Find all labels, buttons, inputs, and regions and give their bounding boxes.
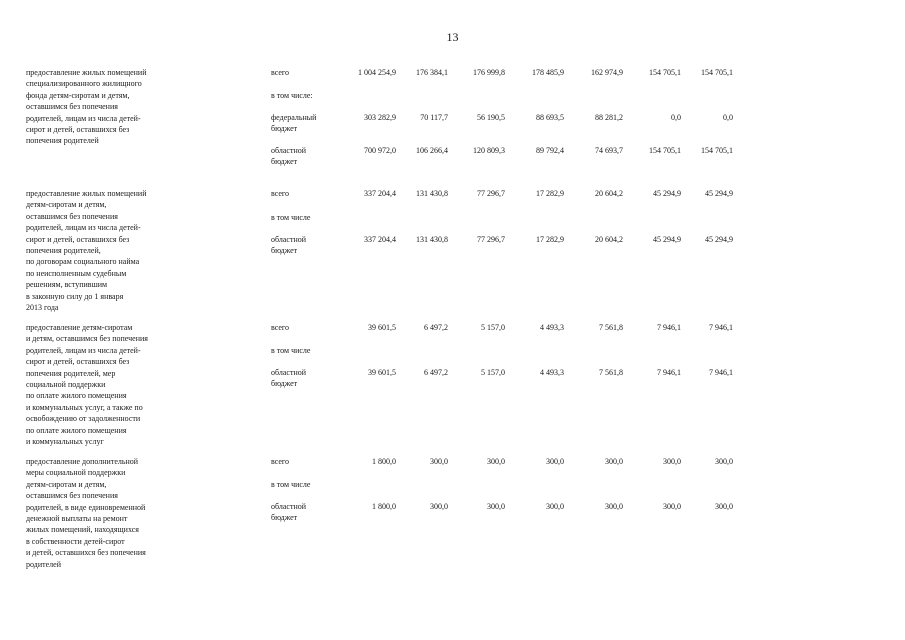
amount-cell: 131 430,8 xyxy=(416,235,448,244)
funding-source-label: областной xyxy=(271,146,307,155)
amount-cell: 176 384,1 xyxy=(416,68,448,77)
amount-cell: 7 561,8 xyxy=(599,323,623,332)
amount-cell: 20 604,2 xyxy=(595,189,623,198)
amount-cell: 39 601,5 xyxy=(368,323,396,332)
section-description-line: сирот и детей, оставшихся без xyxy=(26,357,130,367)
section-description-line: специализированного жилищного xyxy=(26,79,142,89)
amount-cell: 300,0 xyxy=(605,502,623,511)
amount-cell: 154 705,1 xyxy=(701,68,733,77)
section-description-line: попечения родителей, мер xyxy=(26,368,116,378)
section-description-line: оставшимся без попечения xyxy=(26,491,118,501)
section-description-line: освобождению от задолженности xyxy=(26,414,141,424)
section-description-line: родителей, лицам из числа детей- xyxy=(26,113,141,123)
amount-cell: 154 705,1 xyxy=(649,146,681,155)
amount-cell: 20 604,2 xyxy=(595,235,623,244)
section-description-line: предоставление жилых помещений xyxy=(26,68,147,77)
amount-cell: 154 705,1 xyxy=(649,68,681,77)
section-description-line: оставшимся без попечения xyxy=(26,211,118,221)
section-description-line: жилых помещений, находящихся xyxy=(26,525,139,535)
section-description-line: предоставление жилых помещений xyxy=(26,189,147,198)
amount-cell: 17 282,9 xyxy=(536,235,564,244)
amount-cell: 0,0 xyxy=(671,113,681,122)
amount-cell: 337 204,4 xyxy=(364,235,396,244)
section-description-line: детям-сиротам и детям, xyxy=(26,479,107,489)
amount-cell: 300,0 xyxy=(663,502,681,511)
section-description-line: решениям, вступившим xyxy=(26,280,108,290)
section-description-line: в законную силу до 1 января xyxy=(26,291,124,301)
amount-cell: 300,0 xyxy=(430,457,448,466)
amount-cell: 0,0 xyxy=(723,113,733,122)
amount-cell: 300,0 xyxy=(715,457,733,466)
amount-cell: 700 972,0 xyxy=(364,146,396,155)
amount-cell: 4 493,3 xyxy=(540,323,564,332)
amount-cell: 74 693,7 xyxy=(595,146,623,155)
amount-cell: 300,0 xyxy=(546,502,564,511)
funding-source-label: всего xyxy=(271,457,290,466)
amount-cell: 337 204,4 xyxy=(364,189,396,198)
amount-cell: 162 974,9 xyxy=(591,68,623,77)
section-description-line: социальной поддержки xyxy=(26,380,106,389)
amount-cell: 300,0 xyxy=(546,457,564,466)
section-description-line: и детям, оставшимся без попечения xyxy=(26,334,148,344)
section-description-line: по оплате жилого помещения xyxy=(26,391,127,401)
amount-cell: 88 281,2 xyxy=(595,113,623,122)
section-description-line: по неисполненным судебным xyxy=(26,268,127,278)
funding-source-label: областной xyxy=(271,502,307,511)
section-description-line: 2013 года xyxy=(26,303,59,312)
section-description-line: денежной выплаты на ремонт xyxy=(26,514,128,523)
amount-cell: 5 157,0 xyxy=(481,368,505,377)
amount-cell: 56 190,5 xyxy=(477,113,505,122)
amount-cell: 88 693,5 xyxy=(536,113,564,122)
section-description-line: родителей, лицам из числа детей- xyxy=(26,345,141,355)
amount-cell: 300,0 xyxy=(487,457,505,466)
page-number: 13 xyxy=(446,30,459,44)
amount-cell: 131 430,8 xyxy=(416,189,448,198)
section-description-line: фонда детям-сиротам и детям, xyxy=(26,90,130,100)
amount-cell: 300,0 xyxy=(430,502,448,511)
section-description-line: предоставление дополнительной xyxy=(26,457,139,466)
amount-cell: 300,0 xyxy=(487,502,505,511)
section-description-line: и коммунальных услуг xyxy=(26,437,104,446)
funding-source-label: федеральный xyxy=(271,113,317,122)
amount-cell: 120 809,3 xyxy=(473,146,505,155)
section-description-line: попечения родителей, xyxy=(26,246,101,255)
amount-cell: 300,0 xyxy=(715,502,733,511)
section-description-line: и коммунальных услуг, а также по xyxy=(26,402,143,412)
amount-cell: 7 946,1 xyxy=(657,368,681,377)
amount-cell: 89 792,4 xyxy=(536,146,564,155)
section-description-line: меры социальной поддержки xyxy=(26,468,126,478)
amount-cell: 6 497,2 xyxy=(424,368,448,377)
section-description-line: детям-сиротам и детям, xyxy=(26,200,107,210)
amount-cell: 5 157,0 xyxy=(481,323,505,332)
section-description-line: родителей, в виде единовременной xyxy=(26,502,146,512)
section-description-line: сирот и детей, оставшихся без xyxy=(26,234,130,244)
funding-source-label: всего xyxy=(271,68,290,77)
section-description-line: оставшимся без попечения xyxy=(26,102,118,112)
amount-cell: 6 497,2 xyxy=(424,323,448,332)
funding-source-label: в том числе: xyxy=(271,91,313,100)
funding-source-label: в том числе xyxy=(271,346,311,355)
funding-source-label: областной xyxy=(271,368,307,377)
amount-cell: 1 800,0 xyxy=(372,502,396,511)
amount-cell: 70 117,7 xyxy=(420,113,448,122)
amount-cell: 300,0 xyxy=(605,457,623,466)
amount-cell: 7 946,1 xyxy=(709,323,733,332)
section-description-line: попечения родителей xyxy=(26,136,99,146)
section-description-line: в собственности детей-сирот xyxy=(26,536,125,546)
funding-source-label: бюджет xyxy=(271,379,298,389)
funding-source-label: всего xyxy=(271,323,290,332)
amount-cell: 7 561,8 xyxy=(599,368,623,377)
amount-cell: 17 282,9 xyxy=(536,189,564,198)
amount-cell: 106 266,4 xyxy=(416,146,448,155)
amount-cell: 300,0 xyxy=(663,457,681,466)
amount-cell: 39 601,5 xyxy=(368,368,396,377)
amount-cell: 7 946,1 xyxy=(657,323,681,332)
funding-source-label: бюджет xyxy=(271,124,298,134)
amount-cell: 1 800,0 xyxy=(372,457,396,466)
section-description-line: и детей, оставшихся без попечения xyxy=(26,548,146,558)
funding-source-label: в том числе xyxy=(271,480,311,489)
amount-cell: 45 294,9 xyxy=(653,189,681,198)
amount-cell: 178 485,9 xyxy=(532,68,564,77)
funding-source-label: всего xyxy=(271,189,290,198)
amount-cell: 303 282,9 xyxy=(364,113,396,122)
section-description-line: родителей, лицам из числа детей- xyxy=(26,223,141,233)
amount-cell: 45 294,9 xyxy=(653,235,681,244)
funding-source-label: бюджет xyxy=(271,157,298,167)
section-description-line: сирот и детей, оставшихся без xyxy=(26,125,130,134)
section-description-line: по договорам социального найма xyxy=(26,257,140,267)
section-description-line: по оплате жилого помещения xyxy=(26,425,127,435)
amount-cell: 1 004 254,9 xyxy=(358,68,396,77)
amount-cell: 176 999,8 xyxy=(473,68,505,77)
section-description-line: родителей xyxy=(26,559,61,569)
amount-cell: 45 294,9 xyxy=(705,235,733,244)
funding-source-label: в том числе xyxy=(271,213,311,222)
section-description-line: предоставление детям-сиротам xyxy=(26,323,133,332)
amount-cell: 154 705,1 xyxy=(701,146,733,155)
funding-source-label: бюджет xyxy=(271,246,298,256)
funding-source-label: бюджет xyxy=(271,513,298,523)
funding-source-label: областной xyxy=(271,235,307,244)
amount-cell: 77 296,7 xyxy=(477,235,505,244)
amount-cell: 4 493,3 xyxy=(540,368,564,377)
amount-cell: 77 296,7 xyxy=(477,189,505,198)
amount-cell: 7 946,1 xyxy=(709,368,733,377)
amount-cell: 45 294,9 xyxy=(705,189,733,198)
